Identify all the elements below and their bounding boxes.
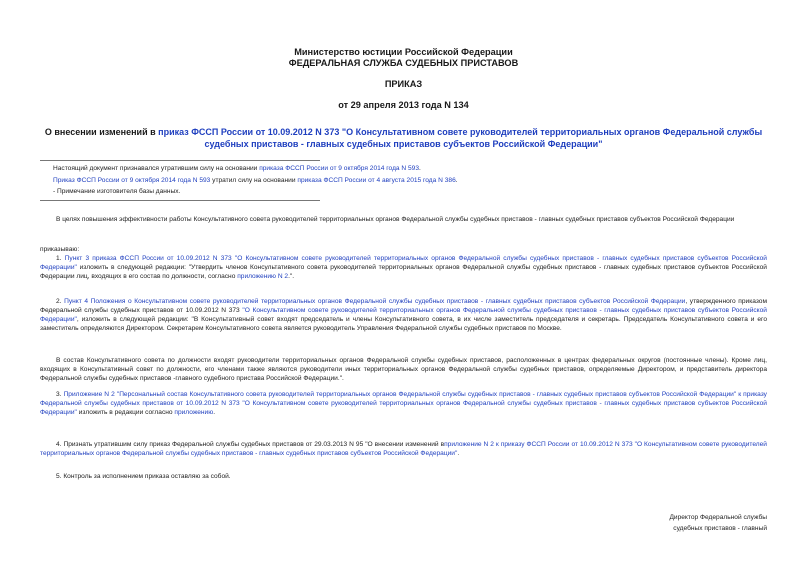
- paragraph-3: [40, 391, 767, 418]
- p3-link[interactable]: Приложение N 2 "Персональный состав Консультативного совета руководителей территориальных органов Федеральной службы судебных приставов - главных судебных приставов субъектов Российской Федерации" к приказу Федеральной службы судебных приставов от 10.09.2012 N 373 "О Консультативном совете руководителей территориальных органов Федеральной службы судебных приставов - главных судебных приставов субъектов Российской Федерации": [40, 391, 767, 416]
- title-link[interactable]: приказ ФССП России от 10.09.2012 N 373 "О Консультативном совете руководителей территориальных органов Федеральной службы судебных приставов - главных судебных приставов субъектов Российской Федерации": [158, 127, 763, 149]
- p3-appendix-link[interactable]: приложению: [174, 408, 214, 416]
- order-word: приказываю:: [40, 246, 80, 253]
- p1-link[interactable]: Пункт 3 приказа ФССП России от 10.09.2012 N 373 "О Консультативном совете руководителей территориальных органов Федеральной службы судебных приставов - главных судебных приставов субъектов Российской Федерации": [40, 255, 767, 271]
- note-1-link[interactable]: приказа ФССП России от 9 октября 2014 года N 593: [259, 165, 420, 172]
- p4-link[interactable]: приложение N 2 к приказу ФССП России от 10.09.2012 N 373 "О Консультативном совете руководителей территориальных органов Федеральной службы судебных приставов - главных судебных приставов субъектов Российской Федерации": [40, 441, 767, 457]
- p2-order-link[interactable]: "О Консультативном совете руководителей территориальных органов Федеральной службы судебных приставов - главных судебных приставов субъектов Российской Федерации": [40, 306, 767, 323]
- p1-appendix-link[interactable]: приложению N 2: [237, 272, 289, 280]
- signature-line-1: Директор Федеральной службы: [669, 514, 767, 521]
- document-title: [40, 126, 767, 150]
- p1-text: изложить в следующей редакции: "Утвердить членов Консультативного совета руководителей территориальных органов Федеральной службы судебных приставов - главных судебных приставов субъектов Российской Федерации лиц, входящих в его состав по должности, согласно: [40, 263, 767, 280]
- p3-end: .: [213, 408, 216, 416]
- p2-number: 2.: [56, 298, 65, 305]
- note-2-link-2[interactable]: приказа ФССП России от 4 августа 2015 года N 386: [297, 177, 456, 184]
- divider-top: [40, 160, 320, 161]
- p2-text-2: , изложить в следующей редакции: "В Консультативный совет входят председатель и члены Консультативного совета, в их числе заместитель председателя и секретарь. Председатель Консультативного совета и его заместитель определяются Директором. Секретарем Консультативного совета является руководитель Управления Федеральной службы судебных приставов по Москве.: [40, 315, 767, 332]
- note-2-text: утратил силу на основании: [210, 177, 298, 184]
- service-heading: ФЕДЕРАЛЬНАЯ СЛУЖБА СУДЕБНЫХ ПРИСТАВОВ: [288, 58, 519, 68]
- paragraph-5: 5. Контроль за исполнением приказа оставляю за собой.: [56, 473, 231, 480]
- paragraph-1: [40, 255, 767, 282]
- note-2-end: .: [455, 177, 458, 184]
- p2-link[interactable]: Пункт 4 Положения о Консультативном совете руководителей территориальных органов Федеральной службы судебных приставов - главных судебных приставов субъектов Российской Федерации: [64, 298, 686, 305]
- editorial-note-2: [53, 176, 458, 185]
- document-date-number: от 29 апреля 2013 года N 134: [338, 100, 469, 110]
- editorial-note-3: - Примечание изготовителя базы данных.: [53, 188, 181, 195]
- divider-bottom: [40, 200, 320, 201]
- intro-paragraph: В целях повышения эффективности работы Консультативного совета руководителей территориальных органов Федеральной службы судебных приставов - главных судебных приставов субъектов Российской Федерации: [56, 216, 735, 223]
- ministry-heading: Министерство юстиции Российской Федерации: [294, 47, 513, 57]
- paragraph-2-continued: В состав Консультативного совета по должности входят руководители территориальных органов Федеральной службы судебных приставов, расположенных в центрах федеральных округов (постоянные члены). Кроме лиц, входящих в Консультативный совет по должности, его членами также являются руководители иных территориальных органов Федеральной службы судебных приставов, определяемые Директором, и представитель директора Федеральной службы судебных приставов -главного судебного пристава Российской Федерации.".: [40, 357, 767, 382]
- signature-block: [669, 512, 767, 534]
- p3-number: 3.: [56, 391, 64, 398]
- paragraph-2: [40, 298, 767, 334]
- note-2-link-1[interactable]: Приказ ФССП России от 9 октября 2014 года N 593: [53, 177, 211, 184]
- paragraph-4: [40, 441, 767, 459]
- title-prefix: О внесении изменений в: [44, 127, 159, 137]
- p4-text: 4. Признать утратившим силу приказ Федеральной службы судебных приставов от 29.03.2013 N 95 "О внесении изменений в: [56, 441, 445, 448]
- p1-end: .".: [288, 272, 295, 280]
- p2-text-1: , утвержденного приказом Федеральной службы судебных приставов от 10.09.2012 N 373: [40, 298, 767, 314]
- p1-number: 1.: [56, 255, 65, 262]
- p3-text: изложить в редакции согласно: [76, 408, 175, 416]
- note-1-end: .: [419, 165, 421, 172]
- note-1-text: Настоящий документ признавался утратившим силу на основании: [53, 165, 260, 172]
- p4-end: .: [457, 449, 460, 457]
- document-type: ПРИКАЗ: [384, 79, 423, 89]
- editorial-note-1: [53, 164, 421, 173]
- signature-line-2: судебных приставов - главный: [673, 525, 767, 532]
